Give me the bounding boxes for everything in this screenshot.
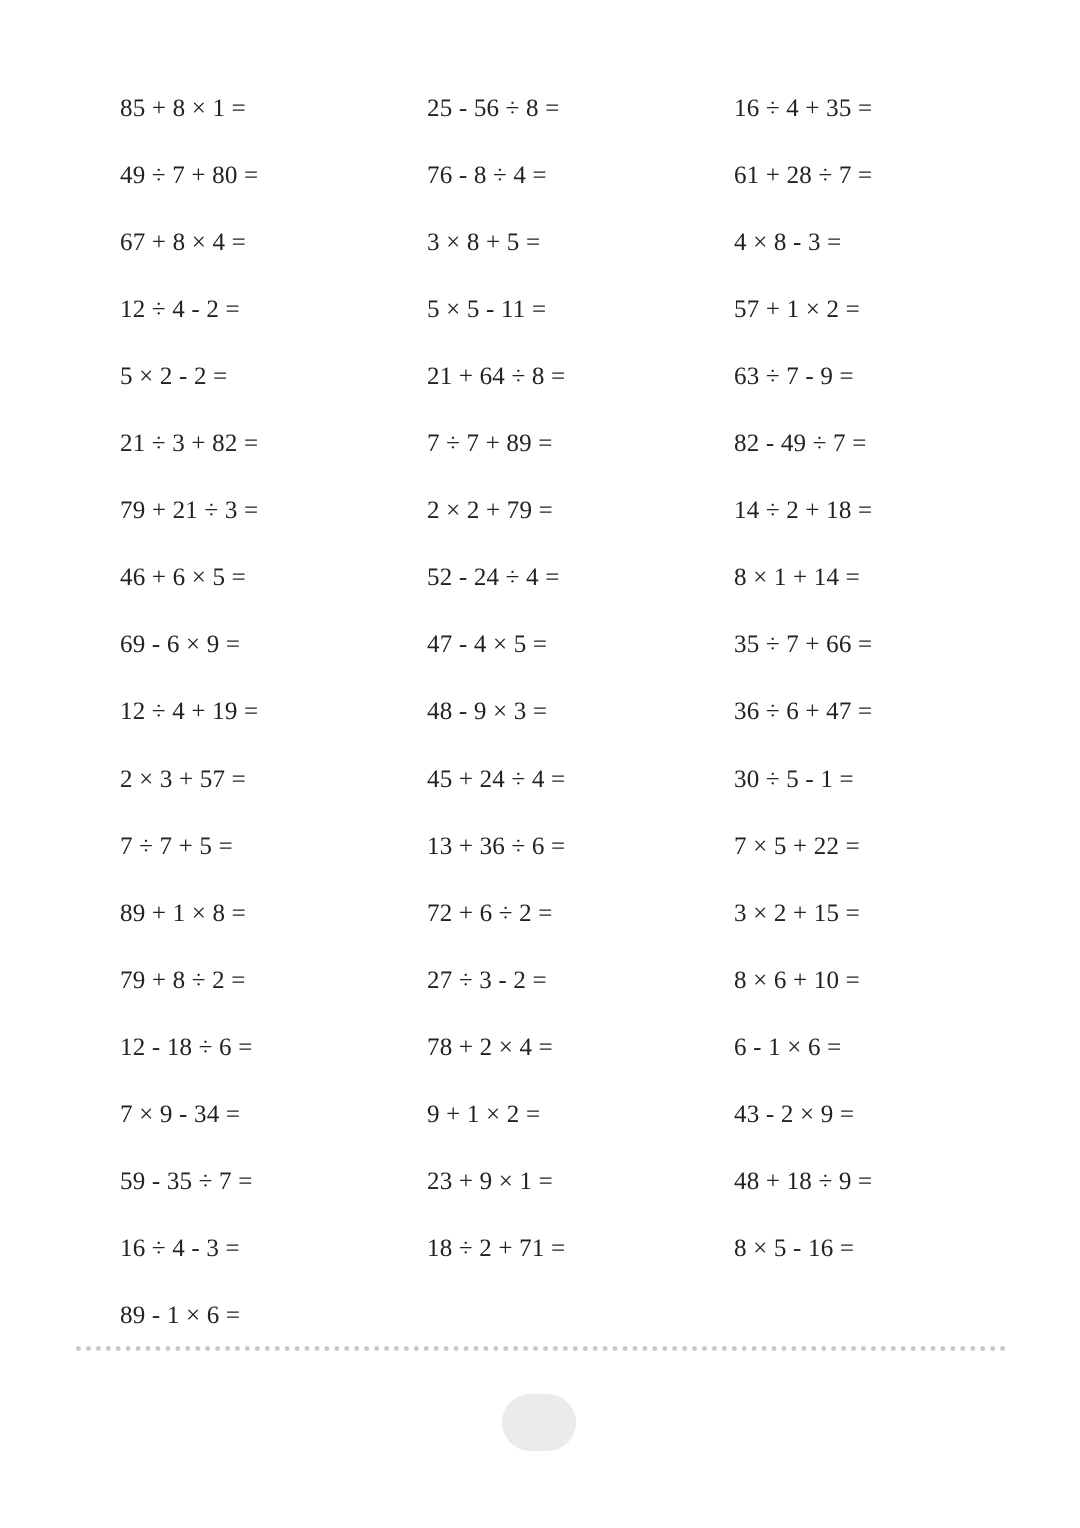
arithmetic-problem: 8 × 5 - 16 = xyxy=(734,1235,855,1262)
arithmetic-problem: 57 + 1 × 2 = xyxy=(734,296,860,323)
arithmetic-problem: 8 × 6 + 10 = xyxy=(734,967,860,994)
arithmetic-problem: 21 + 64 ÷ 8 = xyxy=(427,363,566,390)
arithmetic-problem: 78 + 2 × 4 = xyxy=(427,1034,553,1061)
arithmetic-problem: 7 ÷ 7 + 89 = xyxy=(427,430,553,457)
arithmetic-problem: 7 × 5 + 22 = xyxy=(734,833,860,860)
arithmetic-problem: 13 + 36 ÷ 6 = xyxy=(427,833,566,860)
arithmetic-problem: 12 - 18 ÷ 6 = xyxy=(120,1034,253,1061)
arithmetic-problem: 14 ÷ 2 + 18 = xyxy=(734,497,873,524)
arithmetic-problem: 79 + 8 ÷ 2 = xyxy=(120,967,246,994)
arithmetic-problem: 85 + 8 × 1 = xyxy=(120,95,246,122)
arithmetic-problem: 2 × 2 + 79 = xyxy=(427,497,553,524)
dotted-divider xyxy=(76,1346,1006,1351)
arithmetic-problem: 2 × 3 + 57 = xyxy=(120,766,246,793)
arithmetic-problem: 12 ÷ 4 - 2 = xyxy=(120,296,240,323)
arithmetic-problem: 25 - 56 ÷ 8 = xyxy=(427,95,560,122)
arithmetic-problem: 16 ÷ 4 + 35 = xyxy=(734,95,873,122)
arithmetic-problem: 52 - 24 ÷ 4 = xyxy=(427,564,560,591)
arithmetic-problem: 43 - 2 × 9 = xyxy=(734,1101,855,1128)
arithmetic-problem: 59 - 35 ÷ 7 = xyxy=(120,1168,253,1195)
arithmetic-problem: 21 ÷ 3 + 82 = xyxy=(120,430,259,457)
arithmetic-problem: 61 + 28 ÷ 7 = xyxy=(734,162,873,189)
arithmetic-problem: 7 × 9 - 34 = xyxy=(120,1101,241,1128)
arithmetic-problem: 82 - 49 ÷ 7 = xyxy=(734,430,867,457)
arithmetic-problem: 49 ÷ 7 + 80 = xyxy=(120,162,259,189)
arithmetic-problem: 9 + 1 × 2 = xyxy=(427,1101,541,1128)
arithmetic-problem: 12 ÷ 4 + 19 = xyxy=(120,698,259,725)
arithmetic-problem: 23 + 9 × 1 = xyxy=(427,1168,553,1195)
arithmetic-problem: 8 × 1 + 14 = xyxy=(734,564,860,591)
arithmetic-problem: 48 - 9 × 3 = xyxy=(427,698,548,725)
arithmetic-problem: 76 - 8 ÷ 4 = xyxy=(427,162,547,189)
arithmetic-problem: 3 × 8 + 5 = xyxy=(427,229,541,256)
arithmetic-problem: 46 + 6 × 5 = xyxy=(120,564,246,591)
arithmetic-problem: 47 - 4 × 5 = xyxy=(427,631,548,658)
arithmetic-problem: 35 ÷ 7 + 66 = xyxy=(734,631,873,658)
arithmetic-problem: 7 ÷ 7 + 5 = xyxy=(120,833,233,860)
arithmetic-problem: 69 - 6 × 9 = xyxy=(120,631,241,658)
arithmetic-problem: 5 × 5 - 11 = xyxy=(427,296,547,323)
arithmetic-problem: 89 + 1 × 8 = xyxy=(120,900,246,927)
arithmetic-problem: 3 × 2 + 15 = xyxy=(734,900,860,927)
arithmetic-problem: 4 × 8 - 3 = xyxy=(734,229,842,256)
arithmetic-problem: 48 + 18 ÷ 9 = xyxy=(734,1168,873,1195)
arithmetic-problem: 63 ÷ 7 - 9 = xyxy=(734,363,854,390)
arithmetic-problem: 45 + 24 ÷ 4 = xyxy=(427,766,566,793)
arithmetic-problem: 6 - 1 × 6 = xyxy=(734,1034,842,1061)
arithmetic-problem: 5 × 2 - 2 = xyxy=(120,363,228,390)
page-number-badge xyxy=(502,1394,576,1451)
arithmetic-problem: 30 ÷ 5 - 1 = xyxy=(734,766,854,793)
arithmetic-problem: 16 ÷ 4 - 3 = xyxy=(120,1235,240,1262)
arithmetic-problem: 79 + 21 ÷ 3 = xyxy=(120,497,259,524)
arithmetic-problem: 36 ÷ 6 + 47 = xyxy=(734,698,873,725)
arithmetic-problem: 72 + 6 ÷ 2 = xyxy=(427,900,553,927)
arithmetic-problem: 67 + 8 × 4 = xyxy=(120,229,246,256)
arithmetic-problem: 27 ÷ 3 - 2 = xyxy=(427,967,547,994)
arithmetic-problem: 18 ÷ 2 + 71 = xyxy=(427,1235,566,1262)
arithmetic-problem: 89 - 1 × 6 = xyxy=(120,1302,241,1329)
